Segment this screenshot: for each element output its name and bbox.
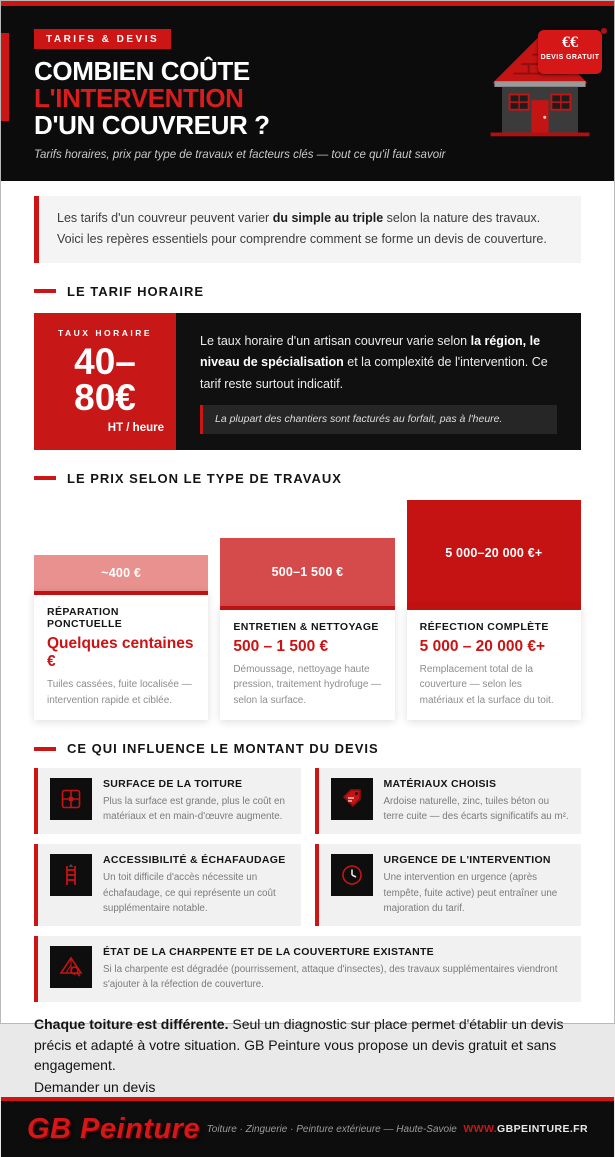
factor-text: Une intervention en urgence (après tempête, fuite active) peut entraîner une majoration du tarif. (383, 872, 558, 914)
intro-text-before: Les tarifs d'un couvreur peuvent varier (57, 211, 273, 226)
factor-text: Ardoise naturelle, zinc, tuiles béton ou terre cuite — des écarts significatifs au m². (383, 796, 569, 823)
footer (1, 1097, 614, 1157)
free-quote-label: DEVIS GRATUIT (540, 53, 600, 61)
price-card-desc: Remplacement total de la couverture — selon les matériaux et la surface du toit. (419, 663, 554, 706)
roof-surface-grid-icon (50, 778, 92, 820)
price-card-title: ENTRETIEN & NETTOYAGE (233, 620, 379, 633)
title-line2: D'UN COUVREUR ? (34, 110, 270, 141)
factor-title: ACCESSIBILITÉ & ÉCHAFAUDAGE (103, 854, 286, 867)
heading-dash-icon (34, 289, 56, 293)
price-card-price: 5 000 – 20 000 €+ (419, 637, 546, 655)
rate-description-panel (176, 313, 581, 450)
factor-title: SURFACE DE LA TOITURE (103, 778, 243, 791)
factor-title: MATÉRIAUX CHOISIS (383, 778, 497, 791)
title-part-accent: L'INTERVENTION (34, 83, 244, 114)
factor-body (384, 854, 570, 916)
url-prefix: WWW. (463, 1123, 498, 1136)
price-card (407, 606, 581, 721)
rate-body-bold: la région, le niveau de spécialisation (200, 333, 541, 370)
price-card-title: RÉPARATION PONCTUELLE (47, 606, 123, 631)
truss-inspection-icon (50, 946, 92, 988)
factor-text: Un toit difficile d'accès nécessite un échafaudage, ce qui représente un coût supplémentaire notable. (103, 872, 276, 914)
section-title: LE PRIX SELON LE TYPE DE TRAVAUX (67, 470, 342, 486)
price-card-price: Quelques centaines € (47, 635, 194, 671)
factor-card-materials (315, 768, 582, 834)
request-quote-link[interactable]: Demander un devis (34, 1079, 156, 1096)
factor-text: Si la charpente est dégradée (pourrissement, attaque d'insectes), des travaux supplémentaires viendront s'ajouter à la réfection de couverture. (103, 963, 558, 991)
header (1, 6, 614, 181)
factor-grid (34, 768, 581, 1002)
clock-icon (331, 854, 373, 896)
factor-body (103, 854, 289, 916)
price-column-repair (34, 555, 208, 720)
page-title (34, 58, 464, 139)
ladder-icon (50, 854, 92, 896)
factor-body (103, 946, 569, 992)
price-bar: ~400 € (34, 555, 208, 591)
factor-card-framework (34, 936, 581, 1002)
footer-tagline: Toiture · Zinguerie · Peinture extérieure — Haute-Savoie (206, 1123, 457, 1135)
rate-value: 40–80€ (74, 340, 136, 419)
intro-text-bold: du simple au triple (272, 211, 384, 226)
price-card-price: 500 – 1 500 € (233, 637, 329, 655)
house-illustration (482, 28, 598, 142)
header-left-accent (1, 33, 9, 121)
section-heading-prices (34, 471, 581, 486)
price-card-desc: Tuiles cassées, fuite localisée — intervention rapide et ciblée. (47, 679, 192, 706)
rate-unit: HT / heure (107, 422, 164, 435)
rate-body-before: Le taux horaire d'un artisan couvreur varie selon (200, 333, 471, 348)
section-heading-factors (34, 741, 581, 756)
category-badge: TARIFS & DEVIS (34, 29, 171, 49)
factor-text: Plus la surface est grande, plus le coût en matériaux et en main-d'œuvre augmente. (103, 796, 285, 823)
main-content (1, 181, 614, 1097)
free-quote-badge (538, 30, 602, 74)
price-bar: 5 000–20 000 €+ (407, 500, 581, 606)
rate-box (34, 313, 176, 450)
price-tag-icon (331, 778, 373, 820)
euro-symbols: €€ (562, 34, 578, 51)
price-card-desc: Démoussage, nettoyage haute pression, traitement hydrofuge — selon la surface. (233, 663, 382, 706)
intro-callout (34, 196, 581, 263)
factor-body (384, 778, 570, 824)
company-logo: GB Peinture (27, 1112, 201, 1145)
section-title: LE TARIF HORAIRE (67, 283, 205, 299)
price-card (34, 591, 208, 720)
rate-note: La plupart des chantiers sont facturés au forfait, pas à l'heure. (200, 405, 557, 433)
factor-title: URGENCE DE L'INTERVENTION (383, 854, 551, 867)
price-column-maintenance (220, 538, 394, 721)
price-column-full-redo (407, 500, 581, 721)
url-domain: GBPEINTURE.FR (497, 1123, 588, 1136)
price-card-title: RÉFECTION COMPLÈTE (419, 620, 549, 633)
factor-card-surface (34, 768, 301, 834)
rate-body-after: et la complexité de l'intervention. Ce tarif reste surtout indicatif. (200, 355, 548, 392)
price-bar: 500–1 500 € (220, 538, 394, 606)
heading-dash-icon (34, 747, 56, 751)
closing-bold: Chaque toiture est différente. (34, 1016, 229, 1033)
page-subtitle: Tarifs horaires, prix par type de travaux et facteurs clés — tout ce qu'il faut savoir (34, 149, 446, 162)
website-link[interactable] (463, 1123, 588, 1135)
hourly-rate-panel (34, 313, 581, 450)
closing-paragraph (34, 1014, 581, 1097)
factor-card-access (34, 844, 301, 926)
badge-dot (601, 28, 607, 34)
rate-label: TAUX HORAIRE (57, 327, 153, 338)
price-card (220, 606, 394, 721)
price-bar-chart (34, 500, 581, 721)
section-heading-hourly (34, 284, 581, 299)
factor-body (103, 778, 289, 824)
factor-card-urgency (315, 844, 582, 926)
factor-title: ÉTAT DE LA CHARPENTE ET DE LA COUVERTURE EXISTANTE (103, 945, 434, 958)
closing-text: Seul un diagnostic sur place permet d'établir un devis précis et adapté à votre situation. GB Peinture vous propose un devis gratuit et sans engagement. (34, 1016, 564, 1073)
heading-dash-icon (34, 476, 56, 480)
section-title: CE QUI INFLUENCE LE MONTANT DU DEVIS (67, 741, 379, 757)
title-part-white: COMBIEN COÛTE (34, 56, 250, 86)
intro-text-after: selon la nature des travaux. Voici les repères essentiels pour comprendre comment se forme un devis de couverture. (57, 211, 547, 247)
